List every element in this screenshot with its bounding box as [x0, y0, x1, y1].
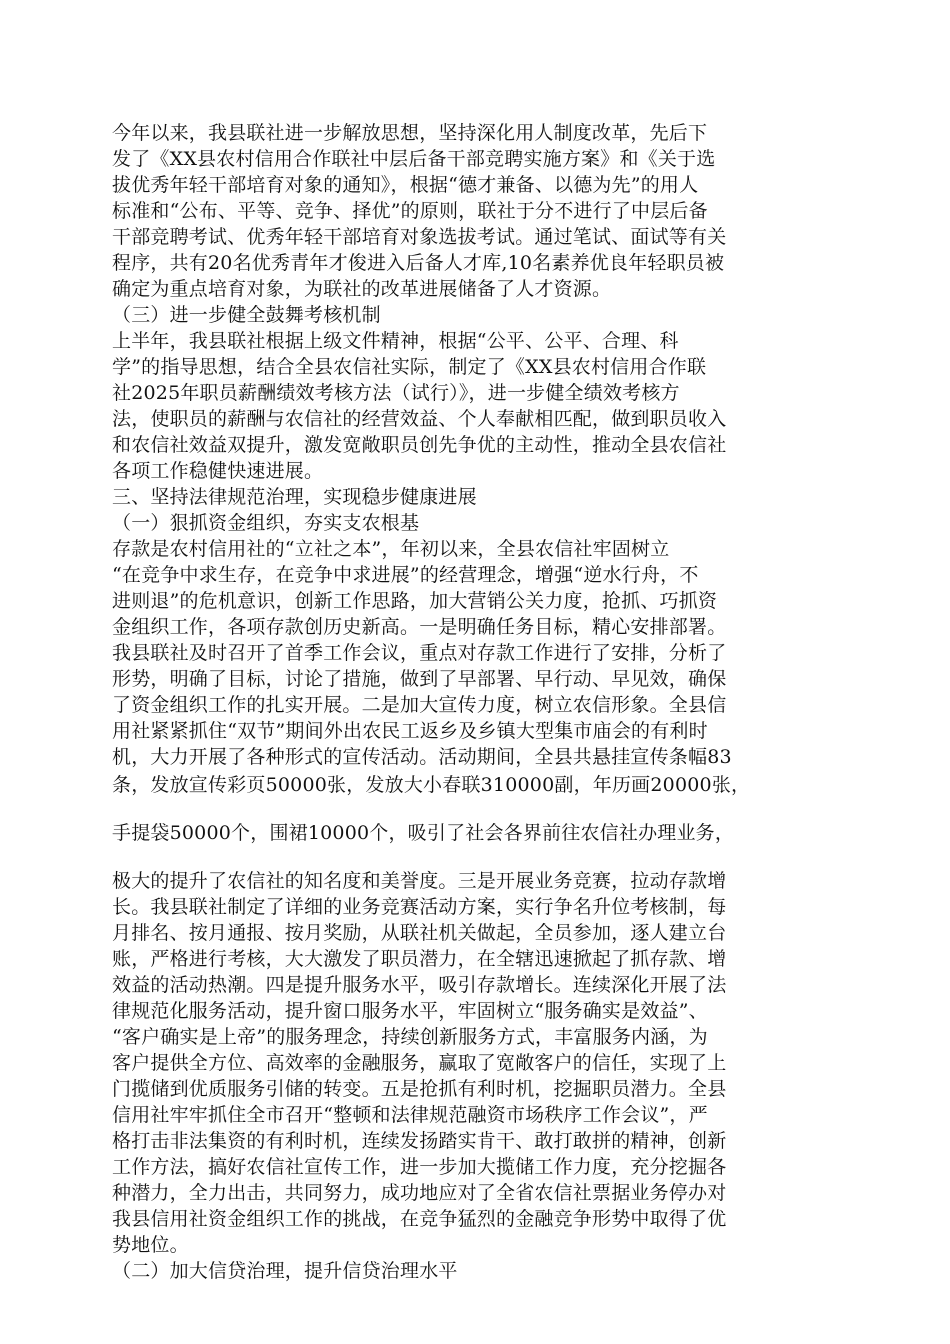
text-line: 账，严格进行考核，大大激发了职员潜力，在全辖迅速掀起了抓存款、增 — [112, 948, 727, 970]
text-line: 极大的提升了农信社的知名度和美誉度。三是开展业务竞赛，拉动存款增 — [112, 870, 727, 892]
text-line: 条，发放宣传彩页50000张，发放大小春联310000副，年历画20000张， — [112, 774, 751, 796]
text-line: 金组织工作，各项存款创历史新高。一是明确任务目标，精心安排部署。 — [112, 616, 727, 638]
text-line: 我县信用社资金组织工作的挑战，在竞争猛烈的金融竞争形势中取得了优 — [112, 1208, 727, 1230]
text-line: 学”的指导思想，结合全县农信社实际，制定了《XX县农村信用合作联 — [112, 356, 707, 378]
text-line: 格打击非法集资的有利时机，连续发扬踏实肯干、敢打敢拼的精神，创新 — [112, 1130, 727, 1152]
text-line: 机，大力开展了各种形式的宣传活动。活动期间，全县共悬挂宣传条幅83 — [112, 746, 732, 768]
text-line: 势地位。 — [112, 1234, 189, 1256]
section-heading: （三）进一步健全鼓舞考核机制 — [112, 304, 381, 326]
section-heading: 三、坚持法律规范治理，实现稳步健康进展 — [112, 486, 477, 508]
text-line: 信用社牢牢抓住全市召开“整顿和法律规范融资市场秩序工作会议”，严 — [112, 1104, 708, 1126]
text-line: 存款是农村信用社的“立社之本”，年初以来，全县农信社牢固树立 — [112, 538, 670, 560]
text-line: 上半年，我县联社根据上级文件精神，根据“公平、公平、合理、科 — [112, 330, 679, 352]
text-line: 社2025年职员薪酬绩效考核方法（试行）》，进一步健全绩效考核方 — [112, 382, 680, 404]
text-line: 形势，明确了目标，讨论了措施，做到了早部署、早行动、早见效，确保 — [112, 668, 727, 690]
text-line: 用社紧紧抓住“双节”期间外出农民工返乡及乡镇大型集市庙会的有利时 — [112, 720, 708, 742]
section-heading: （二）加大信贷治理，提升信贷治理水平 — [112, 1260, 458, 1282]
text-line: 了资金组织工作的扎实开展。二是加大宣传力度，树立农信形象。全县信 — [112, 694, 727, 716]
text-line: 工作方法，搞好农信社宣传工作，进一步加大揽储工作力度，充分挖掘各 — [112, 1156, 727, 1178]
text-line: “在竞争中求生存，在竞争中求进展”的经营理念，增强“逆水行舟，不 — [112, 564, 699, 586]
text-line: 律规范化服务活动，提升窗口服务水平，牢固树立“服务确实是效益”、 — [112, 1000, 708, 1022]
text-line: 进则退”的危机意识，创新工作思路，加大营销公关力度，抢抓、巧抓资 — [112, 590, 718, 612]
text-line: 各项工作稳健快速进展。 — [112, 460, 324, 482]
text-line: 确定为重点培育对象，为联社的改革进展储备了人才资源。 — [112, 278, 612, 300]
text-line: “客户确实是上帝”的服务理念，持续创新服务方式，丰富服务内涵，为 — [112, 1026, 708, 1048]
text-line: 长。我县联社制定了详细的业务竞赛活动方案，实行争名升位考核制，每 — [112, 896, 727, 918]
text-line: 和农信社效益双提升，激发宽敞职员创先争优的主动性，推动全县农信社 — [112, 434, 727, 456]
text-line: 标准和“公布、平等、竞争、择优”的原则，联社于分不进行了中层后备 — [112, 200, 708, 222]
text-line: 发了《XX县农村信用合作联社中层后备干部竞聘实施方案》和《关于选 — [112, 148, 716, 170]
section-heading: （一）狠抓资金组织，夯实支农根基 — [112, 512, 420, 534]
text-line: 我县联社及时召开了首季工作会议，重点对存款工作进行了安排，分析了 — [112, 642, 727, 664]
text-line: 法，使职员的薪酬与农信社的经营效益、个人奉献相匹配，做到职员收入 — [112, 408, 727, 430]
text-line: 效益的活动热潮。四是提升服务水平，吸引存款增长。连续深化开展了法 — [112, 974, 727, 996]
text-line: 拔优秀年轻干部培育对象的通知》，根据“德才兼备、以德为先”的用人 — [112, 174, 699, 196]
text-line: 手提袋50000个，围裙10000个，吸引了社会各界前往农信社办理业务， — [112, 822, 735, 844]
text-line: 门揽储到优质服务引储的转变。五是抢抓有利时机，挖掘职员潜力。全县 — [112, 1078, 727, 1100]
text-line: 干部竞聘考试、优秀年轻干部培育对象选拔考试。通过笔试、面试等有关 — [112, 226, 727, 248]
text-line: 今年以来，我县联社进一步解放思想，坚持深化用人制度改革，先后下 — [112, 122, 708, 144]
text-line: 客户提供全方位、高效率的金融服务，赢取了宽敞客户的信任，实现了上 — [112, 1052, 727, 1074]
text-line: 程序，共有20名优秀青年才俊进入后备人才库,10名素养优良年轻职员被 — [112, 252, 725, 274]
text-line: 月排名、按月通报、按月奖励，从联社机关做起，全员参加，逐人建立台 — [112, 922, 727, 944]
text-line: 种潜力，全力出击，共同努力，成功地应对了全省农信社票据业务停办对 — [112, 1182, 727, 1204]
